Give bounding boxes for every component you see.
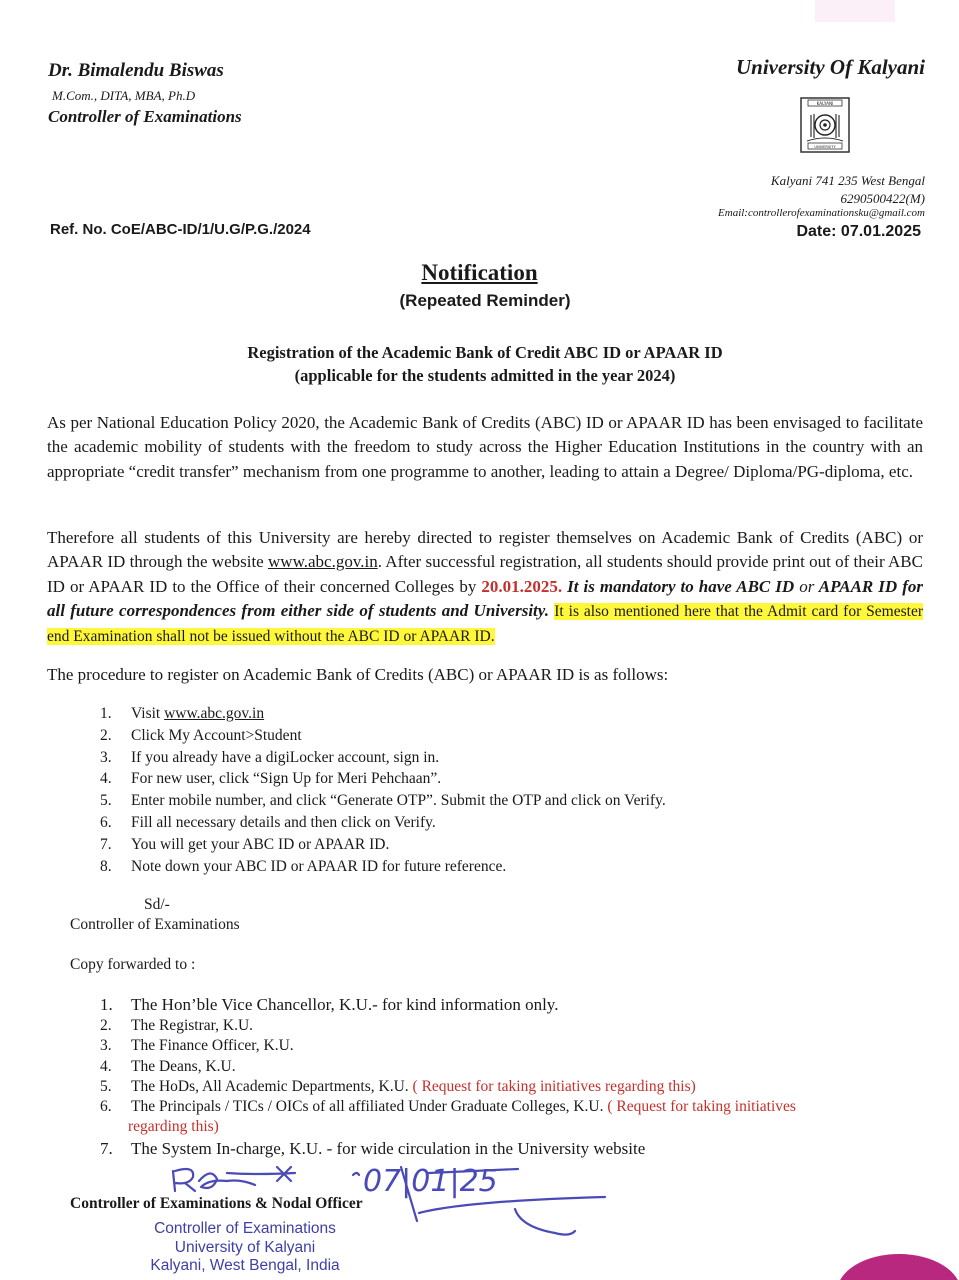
step-text: You will get your ABC ID or APAAR ID. (131, 835, 390, 853)
step-number: 2. (100, 726, 112, 744)
directive-text-1: Therefore all students of this University are hereby directed to register themselves on Academic Bank of Credits (ABC) or APAAR ID through the website (47, 528, 923, 572)
list-item (100, 834, 900, 856)
recipient-number: 4. (100, 1057, 112, 1075)
step-text: Click My Account>Student (131, 726, 302, 744)
abc-website-link[interactable]: www.abc.gov.in (268, 552, 378, 572)
recipient-number: 1. (100, 995, 113, 1014)
procedure-intro: The procedure to register on Academic Bank of Credits (ABC) or APAAR ID is as follows: (47, 665, 669, 684)
list-item (100, 1036, 920, 1056)
scan-edge-tint (815, 0, 895, 22)
university-seal-logo (800, 97, 850, 153)
list-item (100, 1057, 920, 1077)
notice-title-text: Notification (421, 260, 538, 285)
step-number: 4. (100, 770, 112, 788)
notice-date: Date: 07.01.2025 (796, 223, 921, 240)
step-number: 1. (100, 705, 112, 722)
controller-qualifications: M.Com., DITA, MBA, Ph.D (52, 88, 196, 103)
controller-name: Dr. Bimalendu Biswas (48, 60, 224, 81)
recipient-number: 5. (100, 1077, 112, 1095)
corner-decoration (799, 1250, 959, 1280)
recipient-text: The Finance Officer, K.U. (131, 1037, 294, 1055)
recipient-text: The Deans, K.U. (131, 1057, 236, 1075)
recipient-text: The HoDs, All Academic Departments, K.U. (131, 1077, 413, 1095)
signoff-role: Controller of Examinations (70, 916, 240, 933)
office-stamp (125, 1220, 365, 1276)
recipient-number: 7. (100, 1138, 113, 1158)
step-text: Enter mobile number, and click “Generate OTP”. Submit the OTP and click on Verify. (131, 792, 666, 810)
signature-title: Controller of Examinations & Nodal Officer (70, 1195, 363, 1212)
mandatory-note-b: APAAR ID for all future correspondences from either side of students and University (47, 576, 923, 620)
list-item (100, 790, 900, 812)
step-number: 5. (100, 792, 112, 810)
recipient-number: 6. (100, 1098, 112, 1116)
step-number: 3. (100, 748, 112, 766)
list-item (100, 725, 900, 747)
list-item (100, 1097, 920, 1138)
directive-text-2: . After successful registration, all students should provide print out of their ABC ID or APAAR ID to the Office of their concerned Colleges by (47, 552, 923, 596)
list-item (100, 994, 920, 1016)
step-text: Fill all necessary details and then click on Verify. (131, 813, 436, 831)
stamp-line-1: Controller of Examinations (154, 1220, 336, 1237)
signed-marker: Sd/- (144, 896, 170, 913)
list-item (100, 703, 900, 725)
step-text: If you already have a digiLocker account, sign in. (131, 748, 440, 766)
deadline-period: . (557, 576, 568, 596)
stamp-line-3: Kalyani, West Bengal, India (150, 1257, 340, 1274)
list-item (100, 1016, 920, 1036)
subject-line-2: (applicable for the students admitted in the year 2024) (294, 366, 676, 385)
university-phone: 6290500422(M) (840, 191, 925, 206)
mandatory-note-or: or (799, 576, 815, 596)
recipient-number: 2. (100, 1017, 112, 1034)
reference-number: Ref. No. CoE/ABC-ID/1/U.G/P.G./2024 (50, 221, 311, 238)
recipient-text: The Registrar, K.U. (131, 1017, 254, 1034)
deadline-date: 20.01.2025 (481, 576, 558, 596)
mandatory-note-period: . (544, 600, 555, 620)
list-item (100, 768, 900, 790)
step-number: 7. (100, 835, 112, 853)
policy-paragraph: As per National Education Policy 2020, the Academic Bank of Credits (ABC) ID or APAAR ID has been envisaged to facilitate the academic mobility of students with the freedom to study across the Higher Education Institutions in the country with an appropriate “credit transfer” mechanism from one programme to another, leading to attain a Degree/ Diploma/PG-diploma, etc. (47, 413, 923, 481)
university-name: University Of Kalyani (736, 55, 925, 79)
step-number: 6. (100, 813, 112, 831)
recipient-request-continued: regarding this) (128, 1118, 219, 1136)
handwritten-date: 07|01|25 (363, 1164, 498, 1199)
recipient-text: The Hon’ble Vice Chancellor, K.U.- for kind information only. (131, 995, 559, 1014)
recipient-number: 3. (100, 1037, 112, 1055)
svg-text:UNIVERSITY: UNIVERSITY (814, 145, 836, 149)
recipient-text: The System In-charge, K.U. - for wide circulation in the University website (131, 1138, 646, 1158)
list-item (100, 747, 900, 769)
copy-forwarded-label: Copy forwarded to : (70, 956, 196, 973)
copy-forwarded-list (100, 994, 920, 1160)
controller-designation: Controller of Examinations (48, 107, 242, 126)
svg-text:KALYANI: KALYANI (816, 101, 834, 106)
university-email: Email:controllerofexaminationsku@gmail.com (718, 207, 925, 219)
step-number: 8. (100, 857, 112, 875)
abc-website-link-step[interactable]: www.abc.gov.in (164, 705, 265, 722)
step-text: For new user, click “Sign Up for Meri Pehchaan”. (131, 770, 442, 788)
recipient-request: ( Request for taking initiatives (607, 1098, 796, 1116)
list-item (100, 812, 900, 834)
list-item (100, 1077, 920, 1097)
university-address: Kalyani 741 235 West Bengal (770, 173, 925, 188)
subject-line-1: Registration of the Academic Bank of Credit ABC ID or APAAR ID (247, 343, 723, 362)
step-text: Visit (131, 705, 165, 722)
notice-title (0, 260, 959, 286)
directive-paragraph (47, 526, 923, 649)
stamp-line-2: University of Kalyani (174, 1238, 316, 1256)
recipient-request: ( Request for taking initiatives regarding this) (412, 1077, 696, 1095)
step-text: Note down your ABC ID or APAAR ID for future reference. (131, 857, 507, 875)
recipient-text: The Principals / TICs / OICs of all affiliated Under Graduate Colleges, K.U. (131, 1098, 608, 1116)
notice-subtitle: (Repeated Reminder) (399, 291, 571, 310)
admit-card-highlight: It is also mentioned here that the Admit card for Semester end Examination shall not be issued without the ABC ID or APAAR ID. (47, 602, 923, 646)
registration-steps-list (100, 703, 900, 877)
mandatory-note-a: It is mandatory to have ABC ID (567, 576, 800, 596)
list-item (100, 856, 900, 878)
